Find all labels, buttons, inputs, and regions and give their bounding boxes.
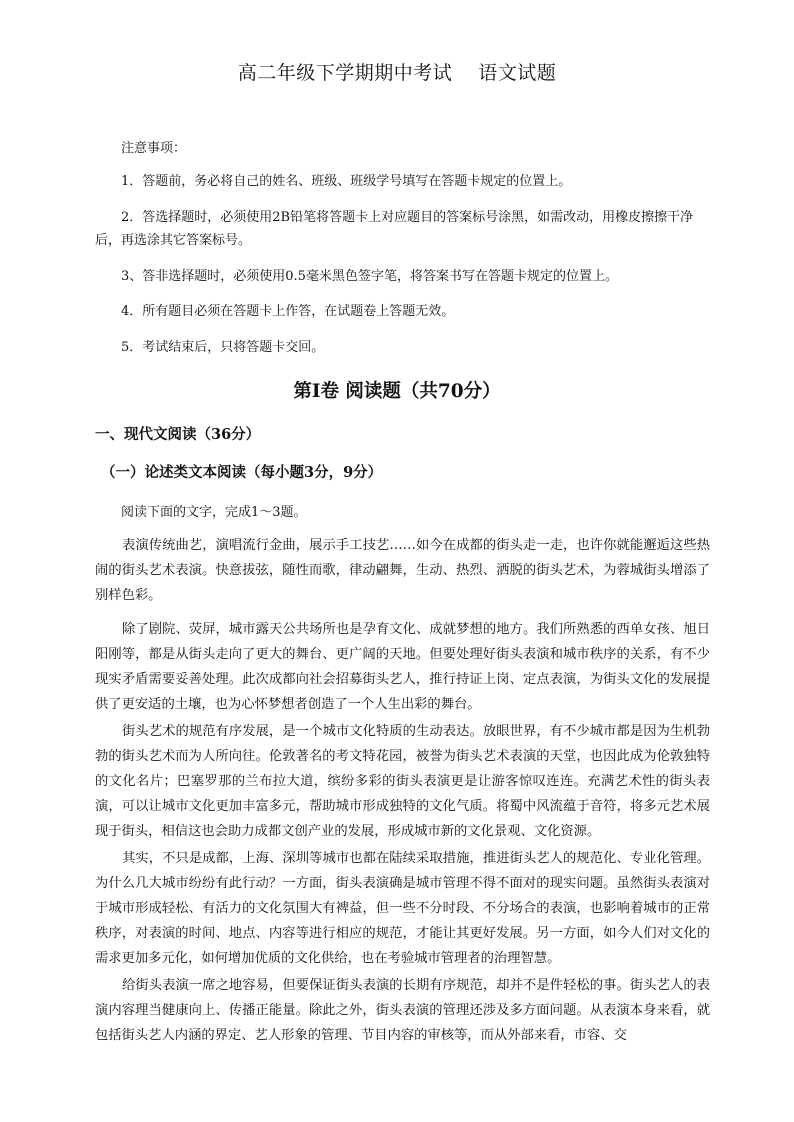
section-title: 第Ⅰ卷 阅读题（共70分） <box>293 381 501 402</box>
notice-item: 1．答题前，务必将自己的姓名、班级、班级学号填写在答题卡规定的位置上。 <box>121 174 572 189</box>
part-heading: 一、现代文阅读（36分） <box>95 426 261 443</box>
subsection-heading: （一）论述类文本阅读（每小题3分，9分） <box>101 464 383 481</box>
reading-paragraph: 除了剧院、荧屏，城市露天公共场所也是孕育文化、成就梦想的地方。我们所熟悉的西单女孩、旭日阳刚等，都是从街头走向了更大的舞台、更广阔的天地。但要处理好街头表演和城市秩序的关系，有不少现实矛盾需要妥善处理。此次成都向社会招募街头艺人，推行持证上岗、定点表演，为街头文化的发展提供了更安适的土壤，也为心怀梦想者创造了一个人生出彩的舞台。 <box>95 622 710 712</box>
reading-paragraph: 街头艺术的规范有序发展，是一个城市文化特质的生动表达。放眼世界，有不少城市都是因为生机勃勃的街头艺术而为人所向往。伦敦著名的考文特花园，被誉为街头艺术表演的天堂，也因此成为伦敦独特的文化名片；巴塞罗那的兰布拉大道，缤纷多彩的街头表演更是让游客惊叹连连。充满艺术性的街头表演，可以让城市文化更加丰富多元，帮助城市形成独特的文化气质。将蜀中风流蕴于音符，将多元艺术展现于街头，相信这也会助力成都文创产业的发展，形成城市新的文化景观、文化资源。 <box>95 724 710 839</box>
notice-item: 2．答选择题时，必须使用2B铅笔将答题卡上对应题目的答案标号涂黑，如需改动，用橡皮擦擦干净后，再选涂其它答案标号。 <box>95 210 694 248</box>
notice-item: 3、答非选择题时，必须使用0.5毫米黑色签字笔，将答案书写在答题卡规定的位置上。 <box>121 269 618 284</box>
notice-heading: 注意事项： <box>121 141 187 156</box>
notice-item: 5．考试结束后，只将答题卡交回。 <box>121 340 325 355</box>
reading-instruction: 阅读下面的文字，完成1～3题。 <box>121 505 307 520</box>
reading-paragraph: 给街头表演一席之地容易，但要保证街头表演的长期有序规范，却并不是件轻松的事。街头艺人的表演内容理当健康向上、传播正能量。除此之外，街头表演的管理还涉及多方面问题。从表演本身来看，就包括街头艺人内涵的界定、艺人形象的管理、节目内容的审核等，而从外部来看，市容、交 <box>95 978 710 1043</box>
notice-item: 4．所有题目必须在答题卡上作答，在试题卷上答题无效。 <box>121 304 455 319</box>
reading-paragraph: 表演传统曲艺，演唱流行金曲，展示手工技艺……如今在成都的街头走一走，也许你就能邂逅这些热闹的街头艺术表演。快意拔弦，随性而歌，律动翩舞，生动、热烈、洒脱的街头艺术，为蓉城街头增添了别样色彩。 <box>95 538 710 603</box>
exam-title: 高二年级下学期期中考试 语文试题 <box>237 62 557 84</box>
reading-paragraph: 其实，不只是成都，上海、深圳等城市也都在陆续采取措施，推进街头艺人的规范化、专业化管理。为什么几大城市纷纷有此行动？一方面，街头表演确是城市管理不得不面对的现实问题。虽然街头表演对于城市形成轻松、有活力的文化氛围大有裨益，但一些不分时段、不分场合的表演，也影响着城市的正常秩序，对表演的时间、地点、内容等进行相应的规范，才能让其更好发展。另一方面，如今人们对文化的需求更加多元化，如何增加优质的文化供给，也在考验城市管理者的治理智慧。 <box>95 851 710 966</box>
